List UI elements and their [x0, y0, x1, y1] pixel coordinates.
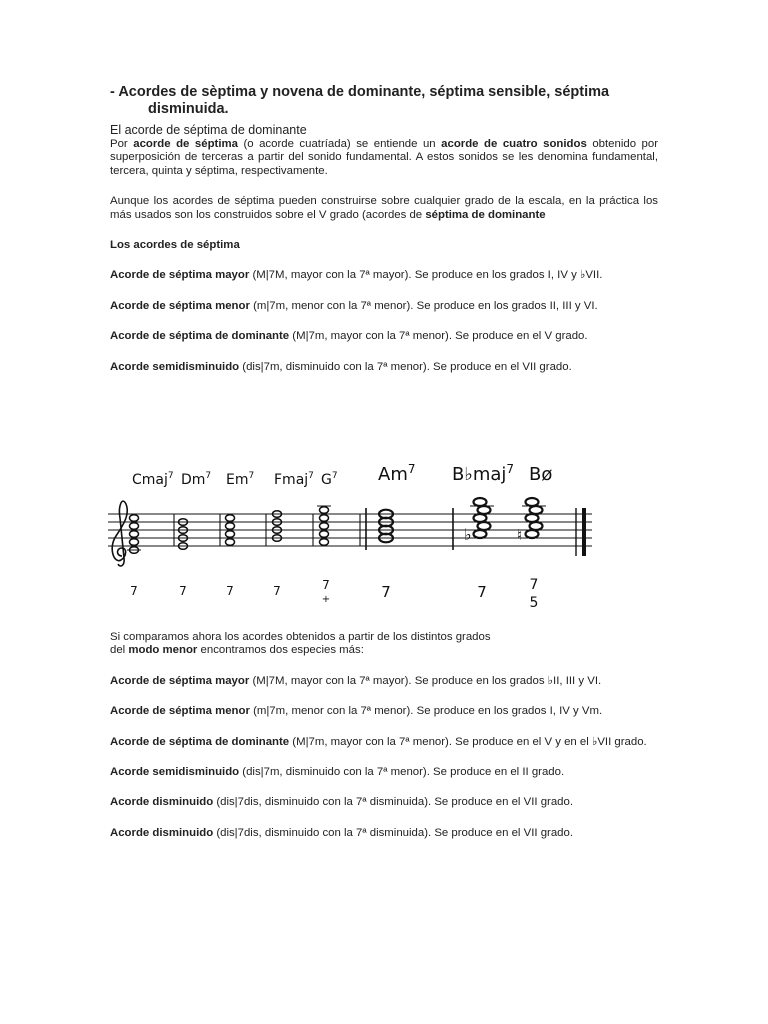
- minor-intro-text: del: [110, 644, 129, 657]
- chord-symbol: Dm$^7$: [181, 471, 212, 488]
- chord-bhalfdim7: [517, 498, 546, 544]
- chord-symbol: Fmaj$^7$: [274, 471, 314, 488]
- list-item: [110, 736, 658, 749]
- minor-list: [110, 675, 658, 840]
- section-title-text: Los acordes de séptima: [110, 239, 240, 252]
- list-item-term: Acorde de séptima menor: [110, 299, 250, 312]
- intro-bold: acorde de séptima: [133, 138, 238, 150]
- section-title-major: [110, 239, 658, 252]
- minor-intro-text: encontramos dos especies más:: [197, 644, 364, 657]
- figured-bass: [130, 577, 538, 611]
- chord-symbol: $G^7$: [321, 471, 338, 488]
- list-item-desc: (M|7M, mayor con la 7ª mayor). Se produce en los grados ♭II, III y VI.: [249, 674, 602, 687]
- list-item: [110, 361, 658, 374]
- list-item-term: Acorde disminuido: [110, 796, 214, 809]
- list-item: [110, 766, 658, 779]
- major-list: [110, 269, 658, 374]
- list-item: [110, 269, 658, 282]
- intro-bold: séptima de dominante: [425, 208, 546, 221]
- list-item-desc: (m|7m, menor con la 7ª menor). Se produce en los grados II, III y VI.: [249, 299, 598, 312]
- chord-bbmaj7: [464, 498, 494, 544]
- chord-cmaj7: [127, 515, 141, 554]
- intro-text: Aunque los acordes de séptima pueden construirse sobre cualquier grado de la escala, en la práctica los más usados son los construidos sobre el V grado (acordes de: [110, 195, 658, 221]
- figure-number: 7: [179, 584, 187, 598]
- list-item: [110, 827, 658, 840]
- chord-symbol: Am$^7$: [378, 462, 416, 485]
- list-item: [110, 330, 658, 343]
- section-subheading: El acorde de séptima de dominante: [110, 123, 307, 137]
- list-item: [110, 705, 658, 718]
- list-item: [110, 675, 658, 688]
- figure-sub: +: [321, 594, 331, 605]
- list-item-desc: (M|7M, mayor con la 7ª mayor). Se produce en los grados I, IV y ♭VII.: [249, 269, 603, 282]
- figure-number: 7: [226, 584, 234, 598]
- treble-clef-icon: [112, 501, 127, 566]
- list-item-term: Acorde disminuido: [110, 826, 214, 839]
- minor-intro-text: Si comparamos ahora los acordes obtenidos a partir de los distintos grados: [110, 631, 491, 643]
- staff-svg: [108, 448, 608, 618]
- list-item-desc: (dis|7dis, disminuido con la 7ª disminuida). Se produce en el VII grado.: [213, 826, 574, 839]
- chord-am7: [379, 510, 393, 543]
- document-page: [110, 84, 658, 374]
- svg-text:♮: ♮: [517, 526, 523, 544]
- chord-g7: [317, 506, 331, 545]
- list-item-desc: (M|7m, mayor con la 7ª menor). Se produce en el V y en el ♭VII grado.: [289, 735, 647, 748]
- list-item: [110, 796, 658, 809]
- list-item-desc: (dis|7m, disminuido con la 7ª menor). Se produce en el II grado.: [239, 766, 565, 779]
- figure-number: 7: [381, 583, 391, 601]
- figure-number: 7: [130, 584, 138, 598]
- list-item-desc: (dis|7m, disminuido con la 7ª menor). Se produce en el VII grado.: [239, 360, 572, 373]
- list-item-term: Acorde de séptima de dominante: [110, 330, 290, 343]
- list-item-term: Acorde de séptima mayor: [110, 674, 250, 687]
- intro-paragraph-1: [110, 138, 658, 178]
- note-chords-large: [379, 498, 546, 544]
- list-item: [110, 300, 658, 313]
- intro-text: (o acorde cuatríada) se entiende un: [237, 138, 442, 150]
- intro-paragraph-2: [110, 195, 658, 222]
- music-notation: [108, 448, 608, 618]
- chord-symbol: Bø: [529, 464, 553, 485]
- chord-symbols: [132, 462, 552, 488]
- intro-bold: acorde de cuatro sonidos: [441, 138, 587, 150]
- list-item-term: Acorde semidisminuido: [110, 360, 240, 373]
- intro-text: obtenido por superposición de terceras a partir del sonido fundamental. A estos sonidos se les denomina fundamental, tercera, quinta y séptima, respectivamente.: [110, 138, 658, 177]
- figure-number: 7: [273, 584, 281, 598]
- chord-dm7: [179, 519, 188, 550]
- list-item-desc: (dis|7dis, disminuido con la 7ª disminuida). Se produce en el VII grado.: [213, 796, 574, 809]
- list-item-term: Acorde de séptima menor: [110, 705, 250, 718]
- heading-line2: disminuida.: [148, 101, 229, 117]
- minor-intro-bold: modo menor: [128, 644, 198, 657]
- minor-intro: [110, 631, 658, 658]
- chord-symbol: Em$^7$: [226, 471, 255, 488]
- list-item-term: Acorde semidisminuido: [110, 766, 240, 779]
- minor-section: [110, 631, 658, 840]
- figure-number: 7: [477, 583, 487, 601]
- list-item-desc: (M|7m, mayor con la 7ª menor). Se produce en el V grado.: [289, 330, 588, 343]
- list-item-desc: (m|7m, menor con la 7ª menor). Se produce en los grados I, IV y Vm.: [249, 705, 603, 718]
- list-item-term: Acorde de séptima de dominante: [110, 735, 290, 748]
- document-heading: [110, 84, 658, 118]
- intro-text: Por: [110, 138, 134, 150]
- svg-text:♭: ♭: [464, 525, 472, 544]
- figure-number: 7: [529, 577, 539, 593]
- list-item-term: Acorde de séptima mayor: [110, 269, 250, 282]
- figure-sub: 5: [529, 595, 539, 611]
- chord-symbol: Cmaj$^7$: [132, 471, 174, 488]
- heading-line1: Acordes de sèptima y novena de dominante, séptima sensible, séptima: [118, 84, 610, 100]
- heading-dash: -: [110, 84, 119, 100]
- chord-symbol: B♭maj$^7$: [452, 462, 515, 485]
- chord-fmaj7: [273, 511, 282, 542]
- figure-number: 7: [322, 578, 330, 592]
